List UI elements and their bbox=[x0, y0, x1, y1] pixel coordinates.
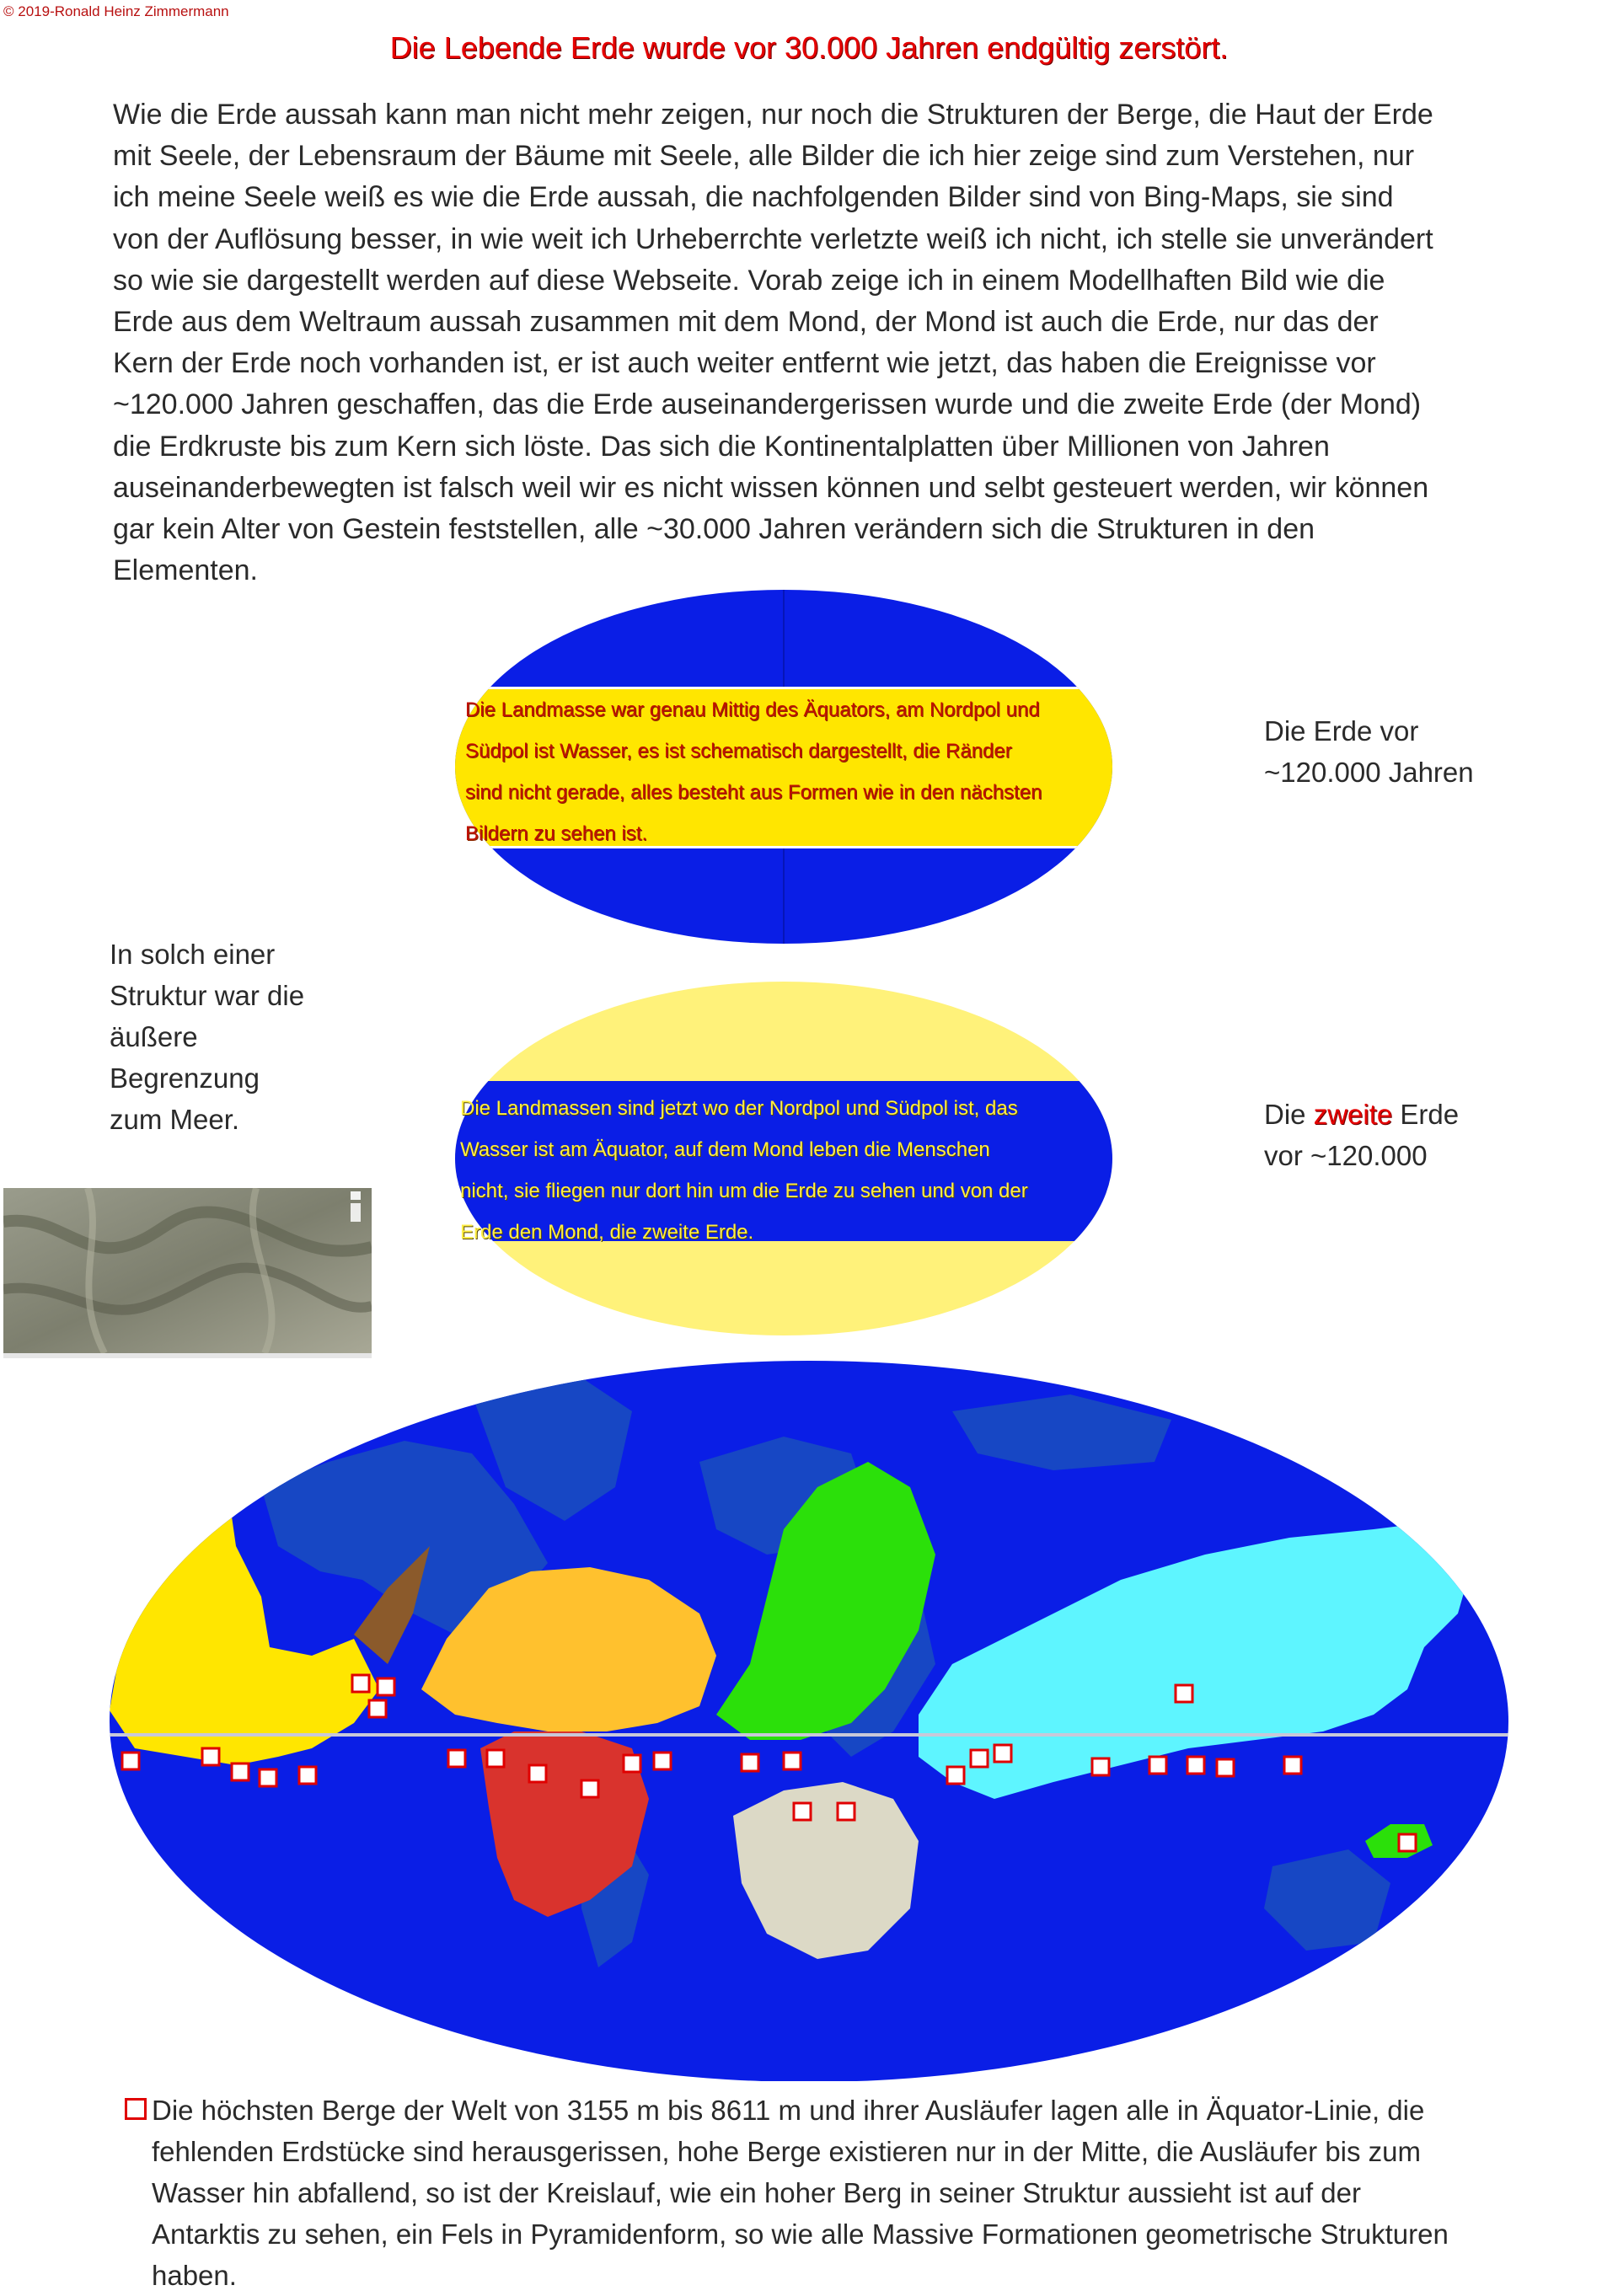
globe2-description bbox=[460, 1088, 1094, 1253]
footer-line: Die höchsten Berge der Welt von 3155 m bis 8611 m und ihrer Ausläufer lagen alle in Äquator-Linie, die bbox=[152, 2095, 1425, 2126]
globe2-caption-line bbox=[1264, 1094, 1459, 1135]
globe2-caption-pre: Die bbox=[1264, 1099, 1314, 1130]
globe2-line: Wasser ist am Äquator, auf dem Mond leben die Menschen bbox=[460, 1138, 990, 1161]
intro-line: auseinanderbewegten ist falsch weil wir es nicht wissen können und selbt gesteuert werden, wir können bbox=[113, 471, 1429, 504]
intro-line: ich meine Seele weiß es wie die Erde aussah, die nachfolgenden Bilder sind von Bing-Maps, sie sind bbox=[113, 181, 1394, 214]
intro-line: von der Auflösung besser, in wie weit ich Urheberrchte verletzte weiß ich nicht, ich stelle sie unverändert bbox=[113, 222, 1433, 255]
page-title: Die Lebende Erde wurde vor 30.000 Jahren endgültig zerstört. bbox=[389, 30, 1229, 65]
globe2-caption-post: Erde bbox=[1392, 1099, 1460, 1130]
structure-caption-line: äußere bbox=[110, 1021, 198, 1052]
intro-line: so wie sie dargestellt werden auf diese Webseite. Vorab zeige ich in einem Modellhaften Bild wie die bbox=[113, 264, 1385, 297]
globe1-line: Bildern zu sehen ist. bbox=[465, 822, 648, 845]
structure-caption-line: Begrenzung bbox=[110, 1062, 260, 1094]
copyright-notice: © 2019-Ronald Heinz Zimmermann bbox=[3, 3, 229, 19]
footer-line: haben. bbox=[152, 2260, 237, 2291]
footer-paragraph bbox=[152, 2090, 1576, 2296]
globe1-description bbox=[465, 689, 1099, 854]
zweite-highlight: zweite bbox=[1313, 1099, 1393, 1130]
globe2-caption-line2: vor ~120.000 bbox=[1264, 1140, 1428, 1171]
intro-line: mit Seele, der Lebensraum der Bäume mit Seele, alle Bilder die ich hier zeige sind zum Verstehen, nur bbox=[113, 140, 1415, 173]
structure-caption bbox=[110, 934, 304, 1140]
intro-line: ~120.000 Jahren geschaffen, das die Erde auseinandergerissen wurde und die zweite Erde (der Mond) bbox=[113, 388, 1422, 421]
globe2-line: nicht, sie fliegen nur dort hin um die Erde zu sehen und von der bbox=[460, 1180, 1028, 1202]
globe1-line: Die Landmasse war genau Mittig des Äquators, am Nordpol und bbox=[465, 698, 1040, 721]
structure-caption-line: zum Meer. bbox=[110, 1104, 240, 1135]
intro-line: Wie die Erde aussah kann man nicht mehr zeigen, nur noch die Strukturen der Berge, die Haut der Erde bbox=[113, 99, 1433, 131]
globe1-caption-line: Die Erde vor bbox=[1264, 715, 1419, 747]
globe1-line: sind nicht gerade, alles besteht aus Formen wie in den nächsten bbox=[465, 781, 1042, 804]
aerial-terrain-thumbnail bbox=[3, 1188, 372, 1358]
globe2-line: Die Landmassen sind jetzt wo der Nordpol und Südpol ist, das bbox=[460, 1097, 1018, 1120]
structure-caption-line: Struktur war die bbox=[110, 980, 305, 1011]
globe1-caption-line: ~120.000 Jahren bbox=[1264, 757, 1474, 788]
structure-caption-line: In solch einer bbox=[110, 939, 276, 970]
mountain-marker-legend-icon bbox=[125, 2098, 147, 2120]
intro-line: gar kein Alter von Gestein feststellen, alle ~30.000 Jahren verändern sich die Strukturen in den bbox=[113, 513, 1315, 546]
intro-line: Elementen. bbox=[113, 554, 258, 587]
intro-line: die Erdkruste bis zum Kern sich löste. Das sich die Kontinentalplatten über Millionen von Jahren bbox=[113, 430, 1330, 463]
intro-line: Kern der Erde noch vorhanden ist, er ist auch weiter entfernt wie jetzt, das haben die Ereignisse vor bbox=[113, 347, 1376, 380]
globe2-caption bbox=[1264, 1094, 1459, 1176]
globe2-line: Erde den Mond, die zweite Erde. bbox=[460, 1221, 754, 1244]
globe1-caption bbox=[1264, 710, 1474, 793]
intro-line: Erde aus dem Weltraum aussah zusammen mit dem Mond, der Mond ist auch die Erde, nur das der bbox=[113, 306, 1379, 339]
footer-line: fehlenden Erdstücke sind herausgerissen, hohe Berge existieren nur in der Mitte, die Ausläufer bis zum bbox=[152, 2136, 1422, 2167]
world-map-equator-mountains bbox=[110, 1361, 1508, 2081]
footer-line: Antarktis zu sehen, ein Fels in Pyramidenform, so wie alle Massive Formationen geometrische Strukturen bbox=[152, 2218, 1449, 2250]
footer-line: Wasser hin abfallend, so ist der Kreislauf, wie ein hoher Berg in seiner Struktur aussieht ist auf der bbox=[152, 2177, 1361, 2208]
intro-paragraph bbox=[113, 94, 1529, 591]
globe1-line: Südpol ist Wasser, es ist schematisch dargestellt, die Ränder bbox=[465, 740, 1012, 763]
